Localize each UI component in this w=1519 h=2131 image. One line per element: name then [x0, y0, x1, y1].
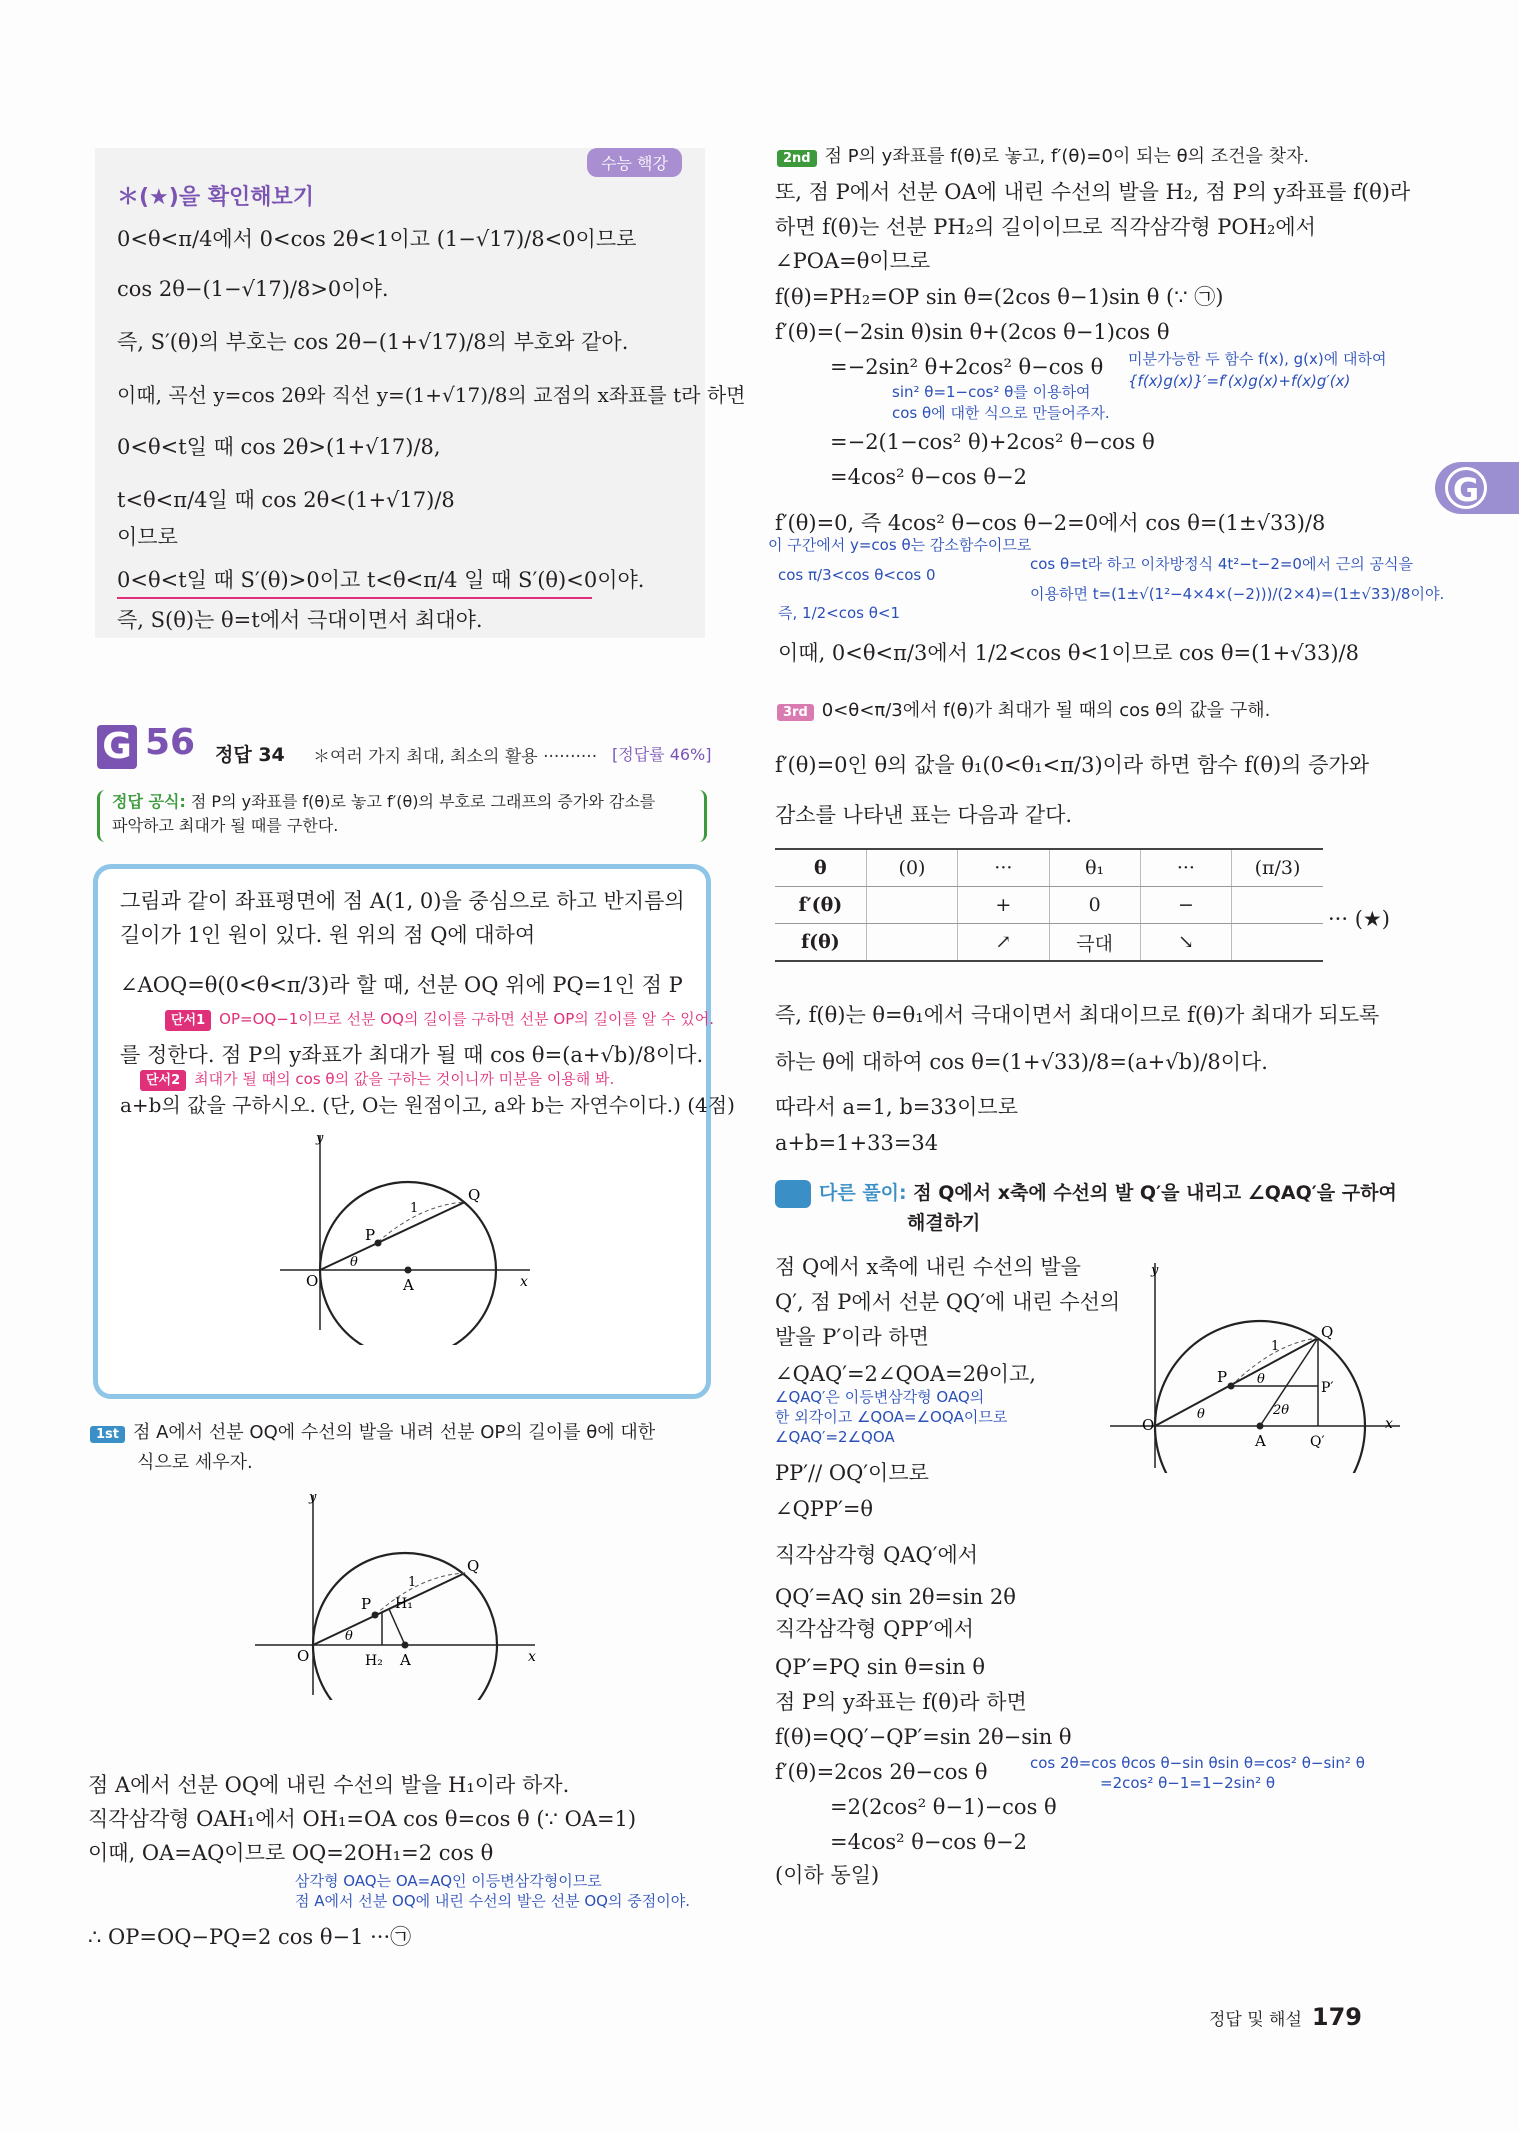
step2-note-9: 이용하면 t=(1±√(1²−4×4×(−2)))/(2×4)=(1±√33)/8이야. [1030, 585, 1445, 603]
step2-badge: 2nd [777, 150, 817, 167]
alt-note-3: ∠QAQ′=2∠QOA [775, 1428, 895, 1446]
point-a [405, 1267, 412, 1274]
alt-note-5: =2cos² θ−1=1−2sin² θ [1100, 1774, 1276, 1792]
table-cell: (π/3) [1232, 849, 1323, 887]
alt-x-label: x [1385, 1416, 1393, 1432]
step2-note-8: cos θ=t라 하고 이차방정식 4t²−t−2=0에서 근의 공식을 [1030, 555, 1413, 573]
alt-line-2: Q′, 점 P에서 선분 QQ′에 내린 수선의 [775, 1290, 1121, 1314]
table-cell: 극대 [1049, 924, 1140, 962]
x-label: x [520, 1274, 528, 1290]
point-p [375, 1240, 382, 1247]
step1-circle [313, 1553, 497, 1700]
alt-label: 다른 풀이: [819, 1182, 907, 1204]
step1-q-label: Q [467, 1557, 480, 1575]
table-star: ··· (★) [1328, 907, 1390, 931]
table-row [775, 887, 1323, 924]
table-cell: θ₁ [1049, 849, 1140, 887]
step2-title-text: 점 P의 y좌표를 f(θ)로 놓고, f′(θ)=0이 되는 θ의 조건을 찾자. [824, 146, 1310, 167]
check-line-1: 0<θ<π/4에서 0<cos 2θ<1이고 (1−√17)/8<0이므로 [117, 227, 637, 251]
step2-line-10: 이때, 0<θ<π/3에서 1/2<cos θ<1이므로 cos θ=(1+√33)/8 [778, 641, 1359, 665]
alt-line-12: f(θ)=QQ′−QP′=sin 2θ−sin θ [775, 1725, 1072, 1749]
check-line-2: cos 2θ−(1−√17)/8>0이야. [117, 277, 389, 301]
alt-note-4: cos 2θ=cos θcos θ−sin θsin θ=cos² θ−sin² θ [1030, 1754, 1365, 1772]
one-label: 1 [410, 1201, 419, 1216]
alt-circle [1155, 1321, 1365, 1473]
table-row [775, 924, 1323, 962]
step2-line-2: 하면 f(θ)는 선분 PH₂의 길이이므로 직각삼각형 POH₂에서 [775, 215, 1316, 239]
alt-p2-label: P′ [1321, 1380, 1334, 1396]
step1-body-3: 이때, OA=AQ이므로 OQ=2OH₁=2 cos θ [88, 1841, 494, 1865]
step1-x-label: x [528, 1649, 536, 1665]
a-label: A [403, 1276, 414, 1294]
step3-after-1: 즉, f(θ)는 θ=θ₁에서 극대이면서 최대이므로 f(θ)가 최대가 되도록 [775, 1003, 1380, 1027]
alt-two-theta-label: 2θ [1273, 1403, 1290, 1418]
step2-line-6: =−2sin² θ+2cos² θ−cos θ [830, 355, 1104, 379]
problem-number: 56 [145, 722, 196, 763]
alt-note-2: 한 외각이고 ∠QOA=∠OQA이므로 [775, 1408, 1008, 1426]
chapter-tab[interactable] [1435, 462, 1519, 514]
step1-p-label: P [361, 1595, 372, 1613]
alt-solution-icon [775, 1180, 811, 1208]
alt-one-label: 1 [1271, 1339, 1280, 1354]
alt-a-label: A [1255, 1432, 1266, 1450]
step2-note-6: cos π/3<cos θ<cos 0 [778, 566, 936, 584]
hint-1 [165, 1010, 714, 1031]
answer-formula-box [97, 790, 707, 842]
step1-y-label: y [309, 1490, 317, 1505]
check-line-3: 즉, S′(θ)의 부호는 cos 2θ−(1+√17)/8의 부호와 같아. [117, 330, 629, 354]
problem-line-2: 길이가 1인 원이 있다. 원 위의 점 Q에 대하여 [120, 923, 536, 947]
problem-line-3: ∠AOQ=θ(0<θ<π/3)라 할 때, 선분 OQ 위에 PQ=1인 점 P [120, 973, 683, 997]
step2-line-7: =−2(1−cos² θ)+2cos² θ−cos θ [830, 430, 1155, 454]
alt-title-1: 점 Q에서 x축에 수선의 발 Q′을 내리고 ∠QAQ′을 구하여 [913, 1182, 1397, 1204]
check-line-8: 0<θ<t일 때 S′(θ)>0이고 t<θ<π/4 일 때 S′(θ)<0이야. [117, 563, 592, 599]
formula-text-2: 파악하고 최대가 될 때를 구한다. [112, 816, 339, 835]
correct-rate: [정답률 46%] [612, 745, 712, 764]
step2-line-1: 또, 점 P에서 선분 OA에 내린 수선의 발을 H₂, 점 P의 y좌표를 f(θ)라 [775, 180, 1411, 204]
theta-label: θ [350, 1255, 358, 1270]
step1-title-1 [90, 1418, 655, 1444]
table-cell: ↗ [958, 924, 1049, 962]
alt-line-9: 직각삼각형 QPP′에서 [775, 1617, 974, 1641]
increase-decrease-table [775, 848, 1323, 962]
problem-line-1: 그림과 같이 좌표평면에 점 A(1, 0)을 중심으로 하고 반지름의 [120, 889, 685, 913]
alt-solution-header [775, 1178, 1397, 1208]
alt-line-4: ∠QAQ′=2∠QOA=2θ이고, [775, 1362, 1036, 1386]
step1-point-p [372, 1612, 379, 1619]
alt-p-label: P [1217, 1368, 1228, 1386]
step3-line-1: f′(θ)=0인 θ의 값을 θ₁(0<θ₁<π/3)이라 하면 함수 f(θ)의 증가와 [775, 753, 1369, 777]
table-cell: θ [775, 849, 866, 887]
check-line-6: t<θ<π/4일 때 cos 2θ<(1+√17)/8 [117, 488, 455, 512]
step3-after-2: 하는 θ에 대하여 cos θ=(1+√33)/8=(a+√b)/8이다. [775, 1050, 1268, 1074]
step1-body-1: 점 A에서 선분 OQ에 내린 수선의 발을 H₁이라 하자. [88, 1773, 570, 1797]
table-cell: (0) [866, 849, 957, 887]
formula-label: 정답 공식: [112, 792, 186, 811]
table-cell [866, 924, 957, 962]
answer-label: 정답 34 [215, 744, 285, 766]
circle [320, 1182, 496, 1345]
y-label: y [316, 1131, 324, 1146]
p-label: P [365, 1226, 376, 1244]
alt-line-16: (이하 동일) [775, 1863, 880, 1887]
step2-note-7: 즉, 1/2<cos θ<1 [778, 604, 901, 622]
alt-line-8: QQ′=AQ sin 2θ=sin 2θ [775, 1585, 1016, 1609]
footer-label: 정답 및 해설 [1208, 2010, 1302, 2030]
table-cell: f′(θ) [775, 887, 866, 924]
page-footer [1209, 2003, 1362, 2031]
hint-2-badge: 단서2 [140, 1070, 186, 1091]
step2-line-8: =4cos² θ−cos θ−2 [830, 465, 1027, 489]
alt-note-1: ∠QAQ′은 이등변삼각형 OAQ의 [775, 1388, 985, 1406]
formula-text-1: 점 P의 y좌표를 f(θ)로 놓고 f′(θ)의 부호로 그래프의 증가와 감소를 [190, 792, 656, 811]
alt-q2-label: Q′ [1310, 1434, 1325, 1450]
table-cell: ··· [958, 849, 1049, 887]
hint-1-badge: 단서1 [165, 1010, 211, 1031]
step2-note-2: {f(x)g(x)}′=f′(x)g(x)+f(x)g′(x) [1128, 372, 1351, 390]
alt-line-14: =2(2cos² θ−1)−cos θ [830, 1795, 1057, 1819]
step3-after-3: 따라서 a=1, b=33이므로 [775, 1095, 1018, 1119]
step1-line-2: 식으로 세우자. [137, 1452, 253, 1473]
alt-point-p [1228, 1383, 1235, 1390]
q-label: Q [468, 1186, 481, 1204]
step2-line-3: ∠POA=θ이므로 [775, 249, 931, 273]
check-badge: 수능 핵강 [587, 148, 682, 177]
table-cell: − [1140, 887, 1231, 924]
alt-line-10: QP′=PQ sin θ=sin θ [775, 1655, 985, 1679]
step2-note-1: 미분가능한 두 함수 f(x), g(x)에 대하여 [1128, 350, 1387, 368]
table-cell: + [958, 887, 1049, 924]
table-row [775, 849, 1323, 887]
step3-after-4: a+b=1+33=34 [775, 1131, 939, 1155]
alt-line-3: 발을 P′이라 하면 [775, 1325, 929, 1349]
alt-line-6: ∠QPP′=θ [775, 1497, 874, 1521]
alt-o-label: O [1142, 1416, 1155, 1434]
alt-y-label: y [1151, 1263, 1159, 1278]
step1-a-label: A [400, 1651, 411, 1669]
step2-line-4: f(θ)=PH₂=OP sin θ=(2cos θ−1)sin θ (∵ ㉠) [775, 285, 1224, 309]
table-cell: ··· [1140, 849, 1231, 887]
o-label: O [306, 1272, 319, 1290]
step2-note-5: 이 구간에서 y=cos θ는 감소함수이므로 [768, 536, 1032, 554]
hint-2-text: 최대가 될 때의 cos θ의 값을 구하는 것이니까 미분을 이용해 봐. [194, 1070, 615, 1088]
check-title: ＊(★)을 확인해보기 [117, 185, 315, 210]
step2-note-4: cos θ에 대한 식으로 만들어주자. [892, 404, 1110, 422]
step1-theta-label: θ [345, 1629, 353, 1644]
step1-note-1: 삼각형 OAQ는 OA=AQ인 이등변삼각형이므로 [295, 1872, 602, 1890]
alt-line-11: 점 P의 y좌표는 f(θ)라 하면 [775, 1690, 1027, 1714]
page-number: 179 [1311, 2003, 1362, 2031]
hint-1-text: OP=OQ−1이므로 선분 OQ의 길이를 구하면 선분 OP의 길이를 알 수 있어. [219, 1010, 715, 1028]
table-cell [866, 887, 957, 924]
step3-line-2: 감소를 나타낸 표는 다음과 같다. [775, 803, 1073, 827]
step1-segment-ah1 [389, 1609, 405, 1645]
alt-segment-oq [1155, 1338, 1318, 1426]
step3-title-text: 0<θ<π/3에서 f(θ)가 최대가 될 때의 cos θ의 값을 구해. [821, 700, 1271, 721]
step1-h2-label: H₂ [365, 1653, 383, 1669]
step2-note-3: sin² θ=1−cos² θ를 이용하여 [892, 383, 1091, 401]
check-line-9: 즉, S(θ)는 θ=t에서 극대이면서 최대야. [117, 608, 483, 632]
step2-line-5: f′(θ)=(−2sin θ)sin θ+(2cos θ−1)cos θ [775, 320, 1170, 344]
alt-theta2-label: θ [1257, 1372, 1265, 1387]
step3-title [777, 696, 1270, 722]
alt-line-5: PP′// OQ′이므로 [775, 1461, 929, 1485]
alt-theta-label: θ [1197, 1407, 1205, 1422]
alt-diagram [1105, 1258, 1405, 1473]
alt-q-label: Q [1321, 1323, 1334, 1341]
check-line-5: 0<θ<t일 때 cos 2θ>(1+√17)/8, [117, 435, 441, 459]
alt-line-7: 직각삼각형 QAQ′에서 [775, 1543, 979, 1567]
step1-body-4: ∴ OP=OQ−PQ=2 cos θ−1 ···㉠ [88, 1925, 412, 1949]
step1-point-a [402, 1642, 409, 1649]
check-line-7: 이므로 [117, 525, 178, 549]
table-cell: 0 [1049, 887, 1140, 924]
step1-line-1: 점 A에서 선분 OQ에 수선의 발을 내려 선분 OP의 길이를 θ에 대한 [133, 1422, 656, 1443]
step1-body-2: 직각삼각형 OAH₁에서 OH₁=OA cos θ=cos θ (∵ OA=1) [88, 1807, 637, 1831]
step3-badge: 3rd [777, 704, 814, 721]
step2-line-9: f′(θ)=0, 즉 4cos² θ−cos θ−2=0에서 cos θ=(1±√33)/8 [775, 511, 1326, 535]
problem-category-badge: G [97, 725, 137, 769]
problem-line-5: a+b의 값을 구하시오. (단, O는 원점이고, a와 b는 자연수이다.) (4점) [120, 1093, 735, 1117]
step1-o-label: O [297, 1647, 310, 1665]
problem-line-4: 를 정한다. 점 P의 y좌표가 최대가 될 때 cos θ=(a+√b)/8이다. [120, 1043, 704, 1067]
table-cell [1232, 887, 1323, 924]
step1-one-label: 1 [408, 1575, 417, 1590]
alt-line-13: f′(θ)=2cos 2θ−cos θ [775, 1760, 988, 1784]
alt-line-1: 점 Q에서 x축에 내린 수선의 발을 [775, 1255, 1081, 1279]
step1-h1-label: H₁ [395, 1596, 413, 1612]
alt-title-2: 해결하기 [907, 1212, 981, 1234]
alt-line-15: =4cos² θ−cos θ−2 [830, 1830, 1027, 1854]
chapter-letter: G [1445, 467, 1487, 509]
table-cell: f(θ) [775, 924, 866, 962]
step2-title [777, 142, 1309, 168]
problem-topic: ＊여러 가지 최대, 최소의 활용 ·········· [313, 747, 598, 767]
step1-badge: 1st [90, 1426, 125, 1443]
alt-point-a [1257, 1423, 1264, 1430]
table-cell: ↘ [1140, 924, 1231, 962]
step1-diagram [245, 1485, 545, 1700]
step1-note-2: 점 A에서 선분 OQ에 내린 수선의 발은 선분 OQ의 중점이야. [295, 1892, 690, 1910]
problem-diagram [270, 1130, 540, 1345]
check-line-4: 이때, 곡선 y=cos 2θ와 직선 y=(1+√17)/8의 교점의 x좌표를 t라 하면 [117, 383, 746, 407]
table-cell [1232, 924, 1323, 962]
